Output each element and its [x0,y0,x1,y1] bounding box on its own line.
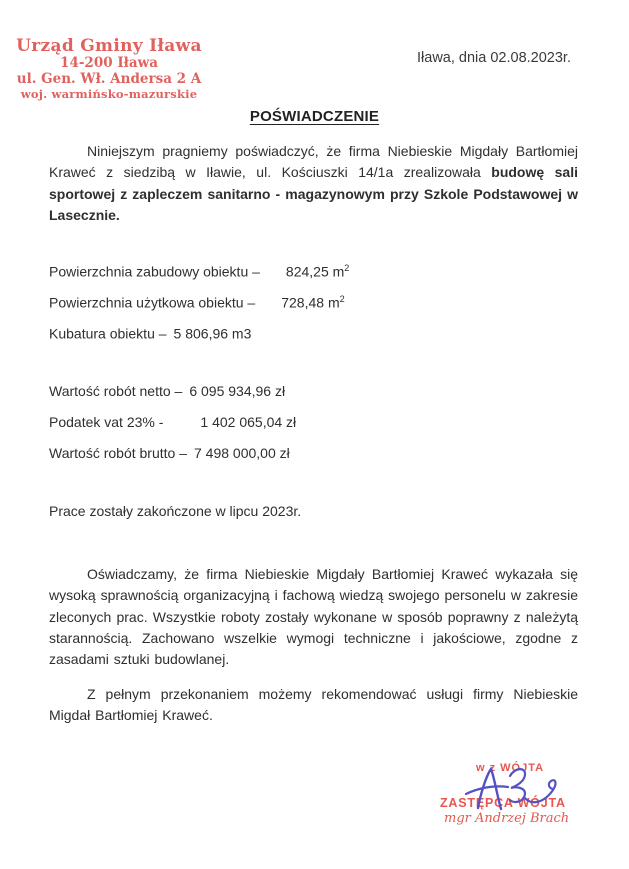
handwritten-signature-icon [458,764,576,814]
signature-stamp-top: w z WÓJTA [476,762,545,774]
spec-value: 728,48 m [281,294,340,311]
document-title-text: POŚWIADCZENIE [249,108,380,125]
cost-label: Wartość robót brutto – [49,445,187,461]
signature-stamp-role: ZASTĘPCA WÓJTA [440,796,566,810]
spec-label: Kubatura obiektu – [49,325,167,342]
cost-row [49,414,578,445]
paragraph-intro [49,141,578,226]
spec-value: 5 806,96 m3 [173,325,252,342]
spec-label: Powierzchnia użytkowa obiektu – [49,294,256,311]
spec-label: Powierzchnia zabudowy obiektu – [49,263,260,280]
spec-row [49,263,578,294]
date-line: Iława, dnia 02.08.2023r. [417,50,571,66]
paragraph-intro-normal: Niniejszym pragniemy poświadczyć, że firma Niebieskie Migdały Bartłomiej Kraweć z siedzibą w Iławie, ul. Kościuszki 14/1a zrealizowała [49,143,578,181]
cost-row [49,383,578,414]
stamp-street: ul. Gen. Wł. Andersa 2 A [16,70,202,87]
signature-block [420,760,590,835]
spec-value: 824,25 m [285,263,345,280]
paragraph-declaration: Oświadczamy, że firma Niebieskie Migdały Bartłomiej Kraweć wykazała się wysoką sprawnością organizacyjną i fachową wiedzą swojego personelu w zakresie zleconych prac. Wszystkie roboty zostały wykonane w sposób poprawny z należytą starannością. Zachowano wszelkie wymogi techniczne i jakościowe, zgodne z zasadami sztuki budowlanej. [49,566,578,668]
spec-unit-sup: 2 [339,294,345,304]
cost-row [49,445,578,476]
document-title [0,108,629,125]
stamp-postal-code: 14-200 Iława [60,55,158,72]
cost-value: 6 095 934,96 zł [189,383,286,399]
cost-value: 7 498 000,00 zł [193,445,290,461]
signature-stamp-name: mgr Andrzej Brach [444,811,570,826]
building-specs [49,263,578,356]
cost-label: Wartość robót netto – [49,383,183,399]
cost-summary [49,383,578,476]
cost-label: Podatek vat 23% - [49,414,164,430]
stamp-voivodeship: woj. warmińsko-mazurskie [20,86,198,101]
paragraph-intro-bold: budowę sali sportowej z zapleczem sanitarno - magazynowym przy Szkole Podstawowej w Lasecznie. [49,164,578,223]
spec-row [49,325,578,356]
spec-row [49,294,578,325]
completion-line: Prace zostały zakończone w lipcu 2023r. [49,503,302,519]
spec-unit-sup: 2 [344,263,350,273]
paragraph-recommendation: Z pełnym przekonaniem możemy rekomendować usługi firmy Niebieskie Migdał Bartłomiej Kraweć. [49,686,578,724]
cost-value: 1 402 065,04 zł [200,414,297,430]
office-stamp [14,36,204,101]
stamp-office-name: Urząd Gminy Iława [16,36,202,56]
